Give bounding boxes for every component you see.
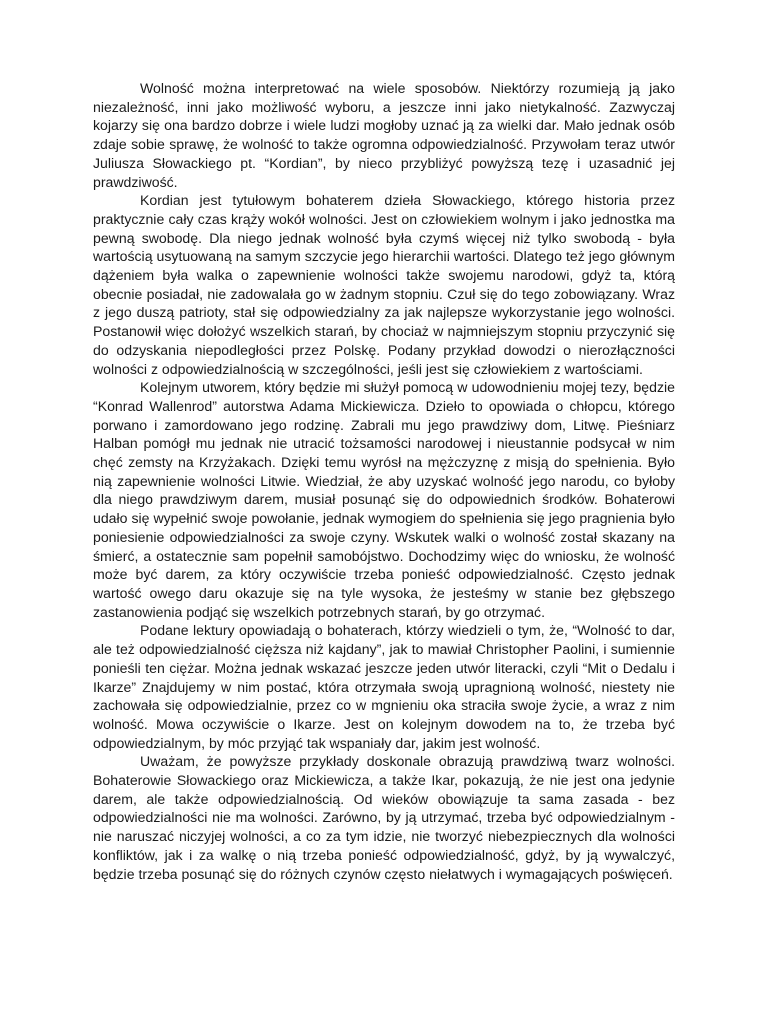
paragraph-konrad-wallenrod: Kolejnym utworem, który będzie mi służył pomocą w udowodnieniu mojej tezy, będzie “Konrad Wallenrod” autorstwa Adama Mickiewicza. Dzieło to opowiada o chłopcu, którego porwano i zamordowano jego rodzinę. Zabrali mu jego prawdziwy dom, Litwę. Pieśniarz Halban pomógł mu jednak nie utracić tożsamości narodowej i nieustannie podsycał w nim chęć zemsty na Krzyżakach. Dzięki temu wyrósł na mężczyznę z misją do spełnienia. Było nią zapewnienie wolności Litwie. Wiedział, że aby uzyskać wolność jego narodu, co byłoby dla niego prawdziwym darem, musiał posunąć się do odpowiednich środków. Bohaterowi udało się wypełnić swoje powołanie, jednak wymogiem do spełnienia się jego pragnienia było poniesienie odpowiedzialności za swoje czyny. Wskutek walki o wolność został skazany na śmierć, a ostatecznie sam popełnił samobójstwo. Dochodzimy więc do wniosku, że wolność może być darem, za który oczywiście trzeba ponieść odpowiedzialność. Często jednak wartość owego daru okazuje się na tyle wysoka, że jesteśmy w stanie bez głębszego zastanowienia podjąć się wszelkich potrzebnych starań, by go otrzymać. bbox=[93, 379, 675, 620]
essay-page bbox=[93, 79, 675, 883]
paragraph-kordian: Kordian jest tytułowym bohaterem dzieła Słowackiego, którego historia przez praktycznie cały czas krąży wokół wolności. Jest on człowiekiem wolnym i jako jednostka ma pewną swobodę. Dla niego jednak wolność była czymś więcej niż tylko swobodą - była wartością usytuowaną na samym szczycie jego hierarchii wartości. Dlatego też jego głównym dążeniem była walka o zapewnienie wolności także swojemu narodowi, gdyż ta, którą obecnie posiadał, nie zadowalała go w żadnym stopniu. Czuł się do tego zobowiązany. Wraz z jego duszą patrioty, stał się odpowiedzialny za jak najlepsze wykorzystanie jego wolności. Postanowił więc dołożyć wszelkich starań, by chociaż w najmniejszym stopniu przyczynić się do odzyskania niepodległości przez Polskę. Podany przykład dowodzi o nierozłączności wolności z odpowiedzialnością w szczególności, jeśli jest się człowiekiem z wartościami. bbox=[93, 192, 675, 377]
paragraph-conclusion: Uważam, że powyższe przykłady doskonale obrazują prawdziwą twarz wolności. Bohaterowie Słowackiego oraz Mickiewicza, a także Ikar, pokazują, że nie jest ona jedynie darem, ale także odpowiedzialnością. Od wieków obowiązuje ta sama zasada - bez odpowiedzialności nie ma wolności. Zarówno, by ją utrzymać, trzeba być odpowiedzialnym - nie naruszać niczyjej wolności, a co za tym idzie, nie tworzyć niebezpiecznych dla wolności konfliktów, jak i za walkę o nią trzeba ponieść odpowiedzialność, gdyż, by ją wywalczyć, będzie trzeba posunąć się do różnych czynów często niełatwych i wymagających poświęceń. bbox=[93, 753, 675, 882]
paragraph-ikar: Podane lektury opowiadają o bohaterach, którzy wiedzieli o tym, że, “Wolność to dar, ale też odpowiedzialność cięższa niż kajdany”, jak to mawiał Christopher Paolini, i sumiennie ponieśli ten ciężar. Można jednak wskazać jeszcze jeden utwór literacki, czyli “Mit o Dedalu i Ikarze” Znajdujemy w nim postać, która otrzymała swoją upragnioną wolność, niestety nie zachowała się odpowiedzialnie, przez co w mgnieniu oka straciła swoje życie, a wraz z nim wolność. Mowa oczywiście o Ikarze. Jest on kolejnym dowodem na to, że trzeba być odpowiedzialnym, by móc przyjąć tak wspaniały dar, jakim jest wolność. bbox=[93, 622, 675, 751]
paragraph-introduction: Wolność można interpretować na wiele sposobów. Niektórzy rozumieją ją jako niezależność, inni jako możliwość wyboru, a jeszcze inni jako nietykalność. Zazwyczaj kojarzy się ona bardzo dobrze i wiele ludzi mogłoby uznać ją za wielki dar. Mało jednak osób zdaje sobie sprawę, że wolność to także ogromna odpowiedzialność. Przywołam teraz utwór Juliusza Słowackiego pt. “Kordian”, by nieco przybliżyć powyższą tezę i uzasadnić jej prawdziwość. bbox=[93, 80, 675, 190]
